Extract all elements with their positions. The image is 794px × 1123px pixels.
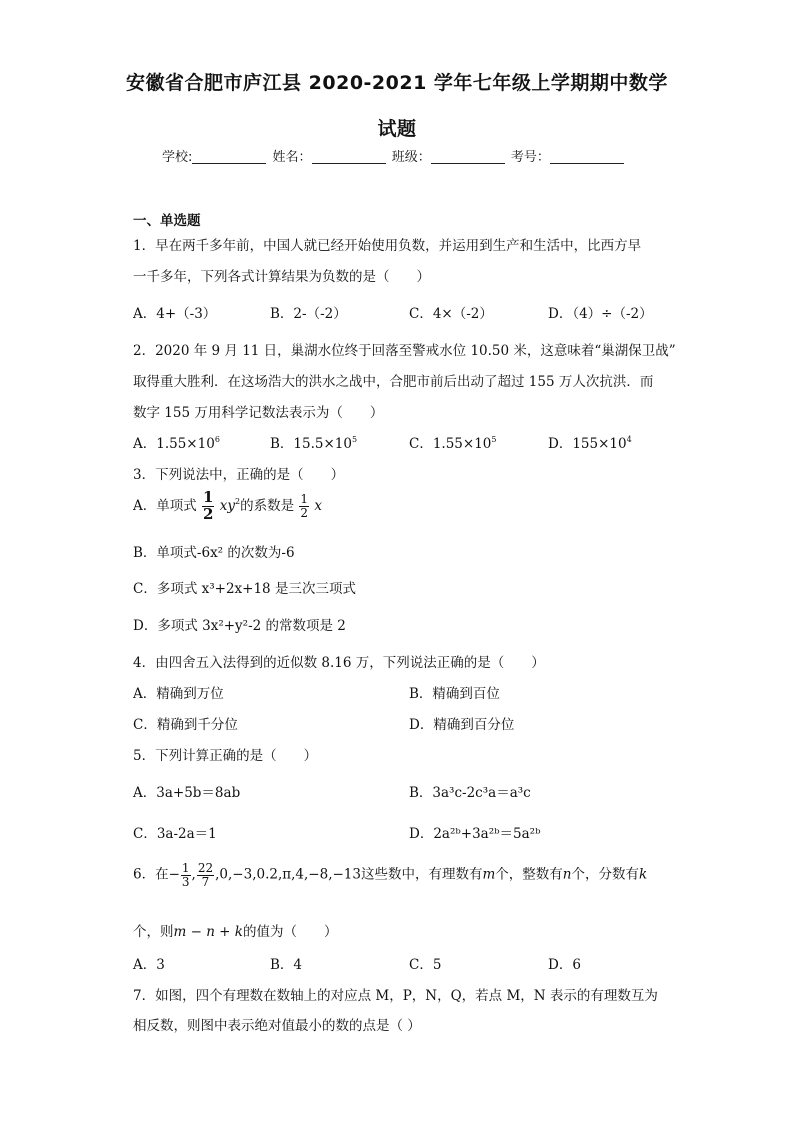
exam-number-blank[interactable] — [550, 150, 624, 164]
exam-number-label: 考号： — [510, 150, 550, 165]
q6-option-d: D．6 — [548, 957, 581, 973]
school-blank[interactable] — [192, 150, 266, 164]
q7-stem-line1: 7．如图，四个有理数在数轴上的对应点 M，P，N，Q，若点 M，N 表示的有理数互为 — [133, 988, 658, 1004]
q2-stem-line3: 数字 155 万用科学记数法表示为（ ） — [133, 405, 384, 421]
q6-stem-line2: 个，则m − n + k的值为（ ） — [133, 924, 338, 940]
q2-option-d: D．$155\times 10^4$ — [548, 435, 632, 452]
q5-option-c: C．3a-2a＝1 — [133, 826, 217, 842]
q6-option-b: B．4 — [270, 957, 303, 973]
q3-option-d: D．多项式 3x²+y²-2 的常数项是 2 — [133, 618, 346, 634]
q5-option-a: A．3a+5b＝8ab — [133, 785, 241, 801]
q1-stem-line1: 1．早在两千多年前，中国人就已经开始使用负数，并运用到生产和生活中，比西方早 — [133, 238, 642, 254]
q3-option-b: B．单项式-6x² 的次数为-6 — [133, 545, 295, 561]
q5-option-d: D．2a²ᵇ+3a²ᵇ＝5a²ᵇ — [409, 826, 541, 842]
fraction-one-half: $\frac{1}{2}$ — [203, 488, 214, 523]
q1-stem-line2: 一千多年，下列各式计算结果为负数的是（ ） — [133, 269, 430, 285]
q2-option-b: B．$15.5\times 10^5$ — [270, 435, 358, 452]
q1-option-a: A．4+（-3） — [133, 306, 217, 322]
class-label: 班级： — [391, 150, 431, 165]
q2-stem-line1: 2．2020 年 9 月 11 日，巢湖水位终于回落至警戒水位 10.50 米，这意味着“巢湖保卫战” — [133, 343, 676, 359]
q7-stem-line2: 相反数，则图中表示绝对值最小的数的点是（ ） — [133, 1018, 421, 1034]
q2-option-a: A．$1.55\times 10^6$ — [133, 435, 220, 452]
q2-stem-line2: 取得重大胜利．在这场浩大的洪水之战中，合肥市前后出动了超过 155 万人次抗洪．而 — [133, 374, 654, 390]
student-info-row — [162, 146, 626, 165]
name-label: 姓名： — [272, 150, 312, 165]
q6-option-a: A．3 — [133, 957, 165, 973]
q3-option-a: A．单项式 $\frac{1}{2}$ $xy^2$的系数是 $\frac{1}{2}$ x — [133, 488, 322, 523]
q4-option-b: B．精确到百位 — [409, 686, 500, 702]
school-label: 学校: — [162, 150, 193, 165]
name-blank[interactable] — [312, 150, 386, 164]
q2-option-c: C．$1.55\times 10^5$ — [409, 435, 497, 452]
q1-option-b: B．2-（-2） — [270, 306, 347, 322]
q6-stem-line1: 6．在− $\frac{1}{3}$ , $\frac{22}{7}$ ,0,−3,0.2,π,4,−8,−13这些数中，有理数有m个，整数有n个，分数有k — [133, 861, 648, 889]
exam-title-line2: 试题 — [377, 118, 417, 140]
fraction-one-third: $\frac{1}{3}$ — [181, 861, 190, 889]
q5-option-b: B．3a³c-2c³a＝a³c — [409, 785, 531, 801]
q1-option-c: C．4×（-2） — [409, 306, 493, 322]
fraction-one-half: $\frac{1}{2}$ — [300, 492, 309, 520]
q5-stem: 5．下列计算正确的是（ ） — [133, 748, 318, 764]
class-blank[interactable] — [431, 150, 505, 164]
q3-stem: 3．下列说法中，正确的是（ ） — [133, 467, 345, 483]
q4-option-d: D．精确到百分位 — [409, 717, 515, 733]
fraction-twenty-two-sevenths: $\frac{22}{7}$ — [197, 861, 214, 889]
q4-option-c: C．精确到千分位 — [133, 717, 238, 733]
q4-option-a: A．精确到万位 — [133, 686, 224, 702]
exam-title-line1: 安徽省合肥市庐江县 2020-2021 学年七年级上学期期中数学 — [126, 72, 668, 94]
q4-stem: 4．由四舍五入法得到的近似数 8.16 万，下列说法正确的是（ ） — [133, 655, 545, 671]
q1-option-d: D．（4）÷（-2） — [548, 306, 653, 322]
section-heading: 一、单选题 — [133, 213, 201, 229]
q3-option-c: C．多项式 x³+2x+18 是三次三项式 — [133, 581, 356, 597]
q6-option-c: C．5 — [409, 957, 442, 973]
